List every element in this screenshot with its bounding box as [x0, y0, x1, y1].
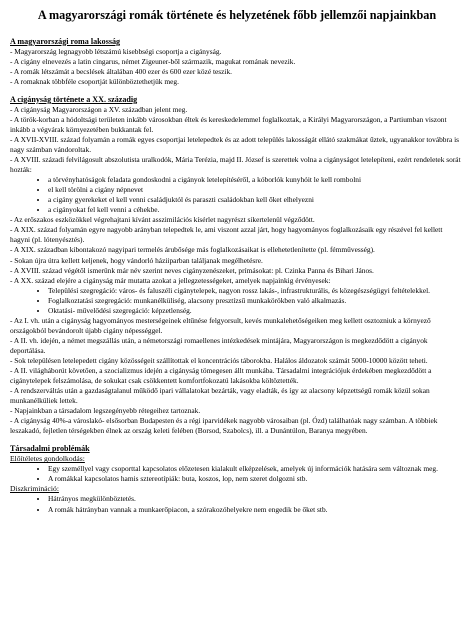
list-item: • Egy személlyel vagy csoporttal kapcsolatos előzetesen kialakult elképzelések, amelyek új információk hatására sem változnak meg. [48, 464, 464, 474]
text-line: - A II. vh. idején, a német megszállás után, a németországi romaellenes intézkedések mintájára, Magyarországon is megkezdődött a cigányok deportálása. [10, 335, 428, 355]
text-line: - Sok településen letelepedett cigány közösségeit szállítottak el koncentrációs táborokba. Halálos áldozatok számát 5000-10000 között teheti. [10, 356, 428, 365]
text-line: - Az erőszakos eszközökkel végrehajtani kívánt asszimilációs kísérlet nagyrészt sikertelenül végződött. [10, 215, 315, 225]
section-roma-population [10, 37, 464, 87]
segregation-list [10, 286, 464, 316]
list-item: • Foglalkoztatási szegregáció: munkanélküliség, alacsony presztízsű munkakörökben való alkalmazás. [48, 296, 464, 306]
text-line: - A XIX. század folyamán egyre nagyobb arányban telepedtek le, ami viszont azzal járt, hogy hagyományos foglalkozásaik egy részével fel kellett hagyni (pl. lótenyésztés). [10, 225, 443, 245]
list-item: • Településí szegregáció: város- és faluszéli cigánytelepek, nagyon rossz lakás-, infrastrukturális, és közegészségügyi feltételekkel. [48, 286, 464, 296]
text-line: - Az I. vh. után a cigányság hagyományos mesterségeinek eltűnése felgyorsult, kevés munkalehetőségeiken meg kellett osztozniuk a környező országokból bevándorolt újabb cigány népességgel. [10, 315, 431, 335]
text-line: - A XX. század elejére a cigányság már mutatta azokat a jellegzetességeket, amelyek napjainkig érvényesek: [10, 275, 331, 285]
list-item: • Hátrányos megkülönböztetés. [48, 494, 464, 504]
text-line: - A romák létszámát a becslések általában 400 ezer és 600 ezer közé teszik. [10, 66, 233, 76]
text-line: - A XVII-XVIII. század folyamán a romák egyes csoportjai letelepedtek és az adott település lakosságát ellátó szakmákat űztek, ugyanakkor továbbra is nagy számban vándoroltak. [10, 134, 460, 155]
section-title: A magyarországi roma lakosság [10, 36, 121, 46]
text-line: - Sokan újra útra kellett keljenek, hogy vándorló háziiparban találjanak megélhetésre. [10, 255, 263, 265]
text-line: - A török-korban a hódoltsági területen inkább városokban éltek és kereskedelemmel foglalkoztak, a Királyi Magyarországon, a Partiumban viszont inkább a végvárak környezetében bukkantak fel. [10, 114, 447, 134]
text-line: - A cigányság Magyarországon a XV. században jelent meg. [10, 104, 188, 114]
text-line: - A romaknak többféle csoportját különböztethetjük meg. [10, 76, 179, 86]
text-line: - Napjainkban a társadalom legszegényebb rétegeihez tartoznak. [10, 406, 201, 416]
text-line: - A II. világháborút követően, a szocializmus idején a cigányság tömegesen állt munkába. Társadalmi integrációjuk érdekében megkezdődött a cigánytelepek felszámolása, de sokukat csak csökkentett komfortfokozatú lakásokba költöztették. [10, 366, 432, 386]
section-history [10, 95, 464, 437]
list-item: • a cigányokat fel kell venni a céhekbe. [48, 205, 464, 215]
text-line: - A cigány elnevezés a latin cingarus, német Zigeuner-ből származik, magukat romának nevezik. [10, 56, 296, 66]
list-item: • a törvényhatóságok feladata gondoskodni a cigányok letelepítéséről, a kóborlók kunyhóit le kell rombolni [48, 175, 464, 185]
text-line: - Magyarország legnagyobb létszámú kisebbségi csoportja a cigányság. [10, 46, 222, 56]
section-title: A cigányság története a XX. századig [10, 94, 138, 104]
subheading-prejudice: Előítéletes gondolkodás: [10, 454, 85, 464]
text-line: - A rendszerváltás után a gazdaságtalanul működő ipari vállalatokat bezárták, vagy eladták, és így az alacsony képzettségű romák közül sokan munkanélküliek lettek. [10, 386, 430, 406]
text-line: - A XIX. században kibontakozó nagyipari termelés árubősége más foglalkozásaikat is ellehetetlenítette (pl. fémművesség). [10, 245, 375, 255]
document-title: A magyarországi romák története és helyzetének főbb jellemzői napjainkban [37, 8, 437, 22]
discrimination-list [10, 494, 464, 514]
text-line: - A XVIII. század végétől ismerünk már név szerint neves cigányzenészeket, prímásokat: pl. Czinka Panna és Bihari János. [10, 265, 374, 275]
section-social-problems [10, 444, 464, 514]
list-item: • A romák hátrányban vannak a munkaerőpiacon, a szórakozóhelyekre nem engedik be őket stb. [48, 505, 464, 515]
section-title: Társadalmi problémák [10, 444, 90, 454]
text-line: - A cigányság 40%-a városlakó- elsősorban Budapesten és a régi iparvidékek nagyobb városaiban (pl. Ózd) találhatóak nagy számban. A többiek leszakadó, fejletlen térségekben élnek az ország keleti felében (Borsod, Szabolcs), ill. a Dunántúlon, Baranya megyében. [10, 416, 438, 436]
decree-list [10, 175, 464, 215]
list-item: • A romákkal kapcsolatos hamis sztereotípiák: buta, koszos, lop, nem szeret dolgozni stb. [48, 474, 464, 484]
list-item: • Oktatási- művelődési szegregáció: képzetlenség. [48, 306, 464, 316]
subheading-discrimination: Diszkrimináció: [10, 484, 59, 494]
list-item: • el kell törölni a cigány népnevet [48, 185, 464, 195]
list-item: • a cigány gyerekeket el kell venni családjuktól és paraszti családokban kell őket elhelyezni [48, 195, 464, 205]
prejudice-list [10, 464, 464, 484]
text-line: - A XVIII. századi felvilágosult abszolutista uralkodók, Mária Terézia, majd II. József is szerettek volna a cigányságot letelepíteni, ezért rendeletek sorát hozták: [10, 155, 461, 175]
